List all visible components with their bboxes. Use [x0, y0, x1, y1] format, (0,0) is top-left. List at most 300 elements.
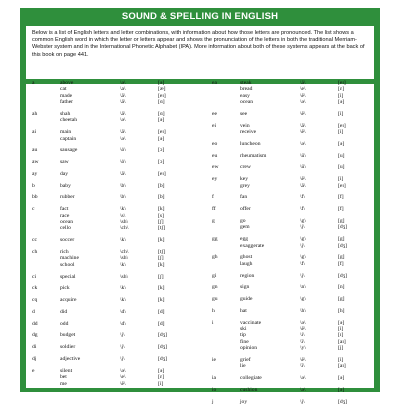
spelling-letters: gu [212, 296, 218, 303]
example-line [240, 261, 382, 267]
ipa-symbol: [g] [338, 296, 345, 303]
example-line [60, 237, 200, 243]
example-word: soldier [60, 344, 76, 351]
merriam-webster-symbol: \ü\ [300, 152, 306, 159]
example-word: bet [60, 374, 67, 381]
spelling-letters: e [32, 367, 35, 374]
example-word: fact [60, 206, 69, 213]
example-word: rheumatism [240, 152, 267, 159]
ipa-symbol: [dʒ] [158, 332, 168, 339]
spelling-letters: ci [32, 273, 37, 280]
ipa-symbol: [ʃ] [158, 218, 164, 225]
spelling-entry [32, 309, 200, 315]
spelling-entry [32, 159, 200, 165]
example-line [240, 164, 382, 170]
merriam-webster-symbol: \f\ [300, 206, 305, 213]
merriam-webster-symbol: \h\ [300, 307, 306, 314]
example-word: hat [240, 307, 247, 314]
example-word: day [60, 170, 69, 177]
spelling-entry [32, 285, 200, 291]
ipa-symbol: [g] [338, 254, 345, 261]
spelling-letters: io [212, 386, 217, 393]
example-line [240, 111, 382, 117]
spelling-entry [212, 273, 382, 279]
spelling-letters: j [212, 398, 214, 405]
ipa-symbol: [dʒ] [338, 224, 348, 231]
merriam-webster-symbol: \ē\ [300, 92, 306, 99]
ipa-symbol: [eɪ] [158, 129, 166, 136]
spelling-entry [32, 332, 200, 338]
example-line [240, 183, 382, 189]
ipa-symbol: [ə] [338, 319, 345, 326]
spelling-letters: ck [32, 285, 38, 292]
example-line [240, 243, 382, 249]
spelling-entry [212, 296, 382, 302]
ipa-symbol: [ɛ] [158, 374, 165, 381]
intro-paragraph: Below is a list of English letters and letter combinations, with information about how those letters are pronounced. The list shows a common English word in which the letter or letters appear and shows the pronunciation of the letters in both the traditional Merriam-Webster system and in the International Phonetic Alphabet (IPA). More information about both of these systems appears at the back of this book on page 441. [26, 26, 374, 79]
example-word: offer [240, 206, 251, 213]
example-word: receive [240, 129, 257, 136]
spelling-entry [212, 387, 382, 393]
example-line [60, 171, 200, 177]
spelling-letters: di [32, 344, 37, 351]
example-word: opinion [240, 345, 258, 352]
ipa-symbol: [i] [338, 356, 344, 363]
ipa-symbol: [tʃ] [158, 248, 166, 255]
merriam-webster-symbol: \j\ [120, 332, 125, 339]
example-word: adjective [60, 355, 81, 362]
ipa-symbol: [i] [338, 176, 344, 183]
example-line [240, 153, 382, 159]
spelling-entry [212, 111, 382, 117]
spelling-letters: eu [212, 152, 218, 159]
merriam-webster-symbol: \j\ [300, 242, 305, 249]
example-word: ocean [60, 218, 74, 225]
spelling-letters: ai [32, 129, 37, 136]
example-line [240, 129, 382, 135]
ipa-symbol: [f] [338, 194, 344, 201]
example-word: cheetah [60, 117, 78, 124]
merriam-webster-symbol: \d\ [120, 308, 126, 315]
spelling-letters: ah [32, 110, 38, 117]
spelling-entry [32, 147, 200, 153]
example-word: bread [240, 86, 253, 93]
example-line [240, 296, 382, 302]
example-word: gem [240, 224, 250, 231]
spelling-letters: aw [32, 159, 39, 166]
example-word: egg [240, 236, 249, 243]
ipa-symbol: [s] [158, 212, 164, 219]
merriam-webster-symbol: \ə\ [300, 319, 306, 326]
example-line [240, 194, 382, 200]
ipa-symbol: [ɔ] [158, 159, 165, 166]
example-word: cello [60, 225, 71, 232]
example-word: luncheon [240, 140, 261, 147]
merriam-webster-symbol: \a\ [120, 86, 126, 93]
ipa-symbol: [dʒ] [158, 344, 168, 351]
ipa-symbol: [ə] [338, 99, 345, 106]
merriam-webster-symbol: \j\ [120, 344, 125, 351]
example-word: father [60, 99, 74, 106]
spelling-letters: ch [32, 248, 38, 255]
merriam-webster-symbol: \y\ [300, 345, 306, 352]
spelling-entry [212, 254, 382, 267]
spelling-letters: f [212, 194, 214, 201]
merriam-webster-symbol: \j\ [300, 272, 305, 279]
merriam-webster-symbol: \ē\ [300, 129, 306, 136]
example-word: baby [60, 182, 71, 189]
example-line [240, 363, 382, 369]
merriam-webster-symbol: \n\ [300, 284, 306, 291]
spelling-letters: c [32, 206, 35, 213]
merriam-webster-symbol: \f\ [300, 260, 305, 267]
example-line [240, 206, 382, 212]
ipa-symbol: [eɪ] [158, 92, 166, 99]
ipa-symbol: [ə] [338, 375, 345, 382]
spelling-entry [32, 129, 200, 142]
merriam-webster-symbol: \g\ [300, 296, 306, 303]
spelling-entry [32, 297, 200, 303]
spelling-entry [212, 218, 382, 231]
spelling-letters: bb [32, 194, 38, 201]
example-word: soccer [60, 237, 75, 244]
example-word: easy [240, 92, 250, 99]
ipa-symbol: [ʃ] [158, 273, 164, 280]
ipa-symbol: [i] [338, 326, 344, 333]
ipa-symbol: [eɪ] [338, 80, 346, 86]
spelling-letters: ea [212, 80, 217, 86]
merriam-webster-symbol: \k\ [120, 261, 126, 268]
example-line [60, 356, 200, 362]
merriam-webster-symbol: \ē\ [300, 326, 306, 333]
ipa-symbol: [dʒ] [158, 355, 168, 362]
merriam-webster-symbol: \ə\ [300, 375, 306, 382]
example-word: rubber [60, 194, 75, 201]
spelling-entry [212, 164, 382, 170]
example-word: sausage [60, 147, 78, 154]
spelling-entry [212, 80, 382, 106]
merriam-webster-symbol: \ch\ [120, 225, 129, 232]
merriam-webster-symbol: \ch\ [120, 248, 129, 255]
spelling-letters: eo [212, 140, 218, 147]
merriam-webster-symbol: \ē\ [300, 356, 306, 363]
left-column [32, 80, 200, 392]
example-word: go [240, 217, 246, 224]
spelling-entry [212, 357, 382, 370]
merriam-webster-symbol: \e\ [120, 374, 126, 381]
spelling-letters: b [32, 182, 35, 189]
ipa-symbol: [k] [158, 206, 165, 213]
ipa-symbol: [dʒ] [338, 398, 348, 405]
spelling-letters: ia [212, 375, 217, 382]
merriam-webster-symbol: \ā\ [120, 129, 126, 136]
example-word: made [60, 92, 73, 99]
example-word: region [240, 272, 255, 279]
example-line [60, 183, 200, 189]
merriam-webster-symbol: \e\ [300, 86, 306, 93]
ipa-symbol: [k] [158, 285, 165, 292]
ipa-symbol: [ɑ] [158, 99, 165, 106]
spelling-entry [32, 111, 200, 124]
spelling-entry [212, 284, 382, 290]
ipa-symbol: [ɛ] [338, 86, 345, 93]
merriam-webster-symbol: \ə\ [120, 135, 126, 142]
spelling-letters: au [32, 147, 38, 154]
ipa-symbol: [ə] [158, 117, 165, 124]
example-line [60, 344, 200, 350]
merriam-webster-symbol: \ā\ [300, 122, 306, 129]
example-word: tip [240, 332, 246, 339]
ipa-symbol: [dʒ] [338, 272, 348, 279]
spelling-entry [32, 344, 200, 350]
merriam-webster-symbol: \ə\ [120, 80, 126, 86]
example-word: laugh [240, 260, 253, 267]
ipa-symbol: [g] [338, 217, 345, 224]
spelling-letters: a [32, 80, 35, 86]
right-column [212, 80, 382, 410]
merriam-webster-symbol: \j\ [120, 355, 125, 362]
spelling-entry [212, 194, 382, 200]
spelling-entry [212, 375, 382, 381]
merriam-webster-symbol: \sh\ [120, 273, 129, 280]
merriam-webster-symbol: \j\ [300, 398, 305, 405]
ipa-symbol: [f] [338, 206, 344, 213]
example-word: main [60, 129, 72, 136]
example-word: ski [240, 326, 247, 333]
merriam-webster-symbol: \ȯ\ [120, 147, 126, 154]
ipa-symbol: [u] [338, 164, 345, 171]
example-line [60, 381, 200, 387]
ipa-symbol: [b] [158, 182, 165, 189]
ipa-symbol: [eɪ] [158, 170, 166, 177]
merriam-webster-symbol: \sh\ [120, 255, 129, 262]
example-line [60, 99, 200, 105]
merriam-webster-symbol: \b\ [120, 194, 126, 201]
ipa-symbol: [b] [158, 194, 165, 201]
example-word: guide [240, 296, 253, 303]
spelling-entry [32, 274, 200, 280]
merriam-webster-symbol: \k\ [120, 237, 126, 244]
example-line [60, 117, 200, 123]
example-line [240, 141, 382, 147]
example-word: crew [240, 164, 251, 171]
example-line [60, 274, 200, 280]
spelling-entry [212, 123, 382, 136]
example-word: collegiate [240, 375, 262, 382]
example-word: cat [60, 86, 67, 93]
example-word: silent [60, 367, 73, 374]
example-line [60, 297, 200, 303]
ipa-symbol: [ʃ] [158, 255, 164, 262]
spelling-letters: ey [212, 176, 218, 183]
spelling-entry [212, 206, 382, 212]
ipa-symbol: [k] [158, 297, 165, 304]
merriam-webster-symbol: \ə\ [300, 386, 306, 393]
spelling-letters: ff [212, 206, 216, 213]
example-word: cushion [240, 386, 258, 393]
example-word: me [60, 380, 67, 387]
example-line [60, 262, 200, 268]
merriam-webster-symbol: \i\ [300, 332, 305, 339]
page-title: SOUND & SPELLING IN ENGLISH [121, 11, 279, 22]
ipa-symbol: [g] [338, 236, 345, 243]
example-word: odd [60, 320, 69, 327]
example-word: school [60, 261, 75, 268]
example-word: steak [240, 80, 252, 86]
example-word: fan [240, 194, 248, 201]
spelling-letters: ee [212, 110, 217, 117]
spelling-letters: ew [212, 164, 219, 171]
ipa-symbol: [h] [338, 307, 345, 314]
merriam-webster-symbol: \ā\ [300, 80, 306, 86]
example-line [240, 308, 382, 314]
ipa-symbol: [i] [338, 129, 344, 136]
merriam-webster-symbol: \j\ [300, 224, 305, 231]
example-line [60, 285, 200, 291]
merriam-webster-symbol: \g\ [300, 254, 306, 261]
merriam-webster-symbol: \ə\ [300, 140, 306, 147]
spelling-entry [212, 320, 382, 352]
ipa-symbol: [i] [158, 380, 164, 387]
merriam-webster-symbol: \ə\ [120, 367, 126, 374]
example-word: sign [240, 284, 250, 291]
example-line [60, 136, 200, 142]
spelling-entry [32, 194, 200, 200]
merriam-webster-symbol: \ī\ [300, 363, 305, 370]
spelling-entry [32, 80, 200, 106]
example-line [240, 99, 382, 105]
merriam-webster-symbol: \s\ [120, 212, 126, 219]
ipa-symbol: [aɪ] [338, 363, 346, 370]
example-word: fine [240, 338, 249, 345]
ipa-symbol: [k] [158, 261, 165, 268]
example-line [240, 224, 382, 230]
spelling-letters: i [212, 319, 214, 326]
example-word: rich [60, 248, 69, 255]
spelling-entry [32, 368, 200, 387]
example-word: above [60, 80, 74, 86]
merriam-webster-symbol: \b\ [120, 182, 126, 189]
example-line [240, 375, 382, 381]
ipa-symbol: [n] [338, 284, 345, 291]
example-line [240, 387, 382, 393]
example-word: budget [60, 332, 76, 339]
merriam-webster-symbol: \ē\ [120, 380, 126, 387]
ipa-symbol: [j] [338, 345, 344, 352]
merriam-webster-symbol: \ȯ\ [120, 159, 126, 166]
spelling-entry [212, 141, 382, 147]
example-word: race [60, 212, 70, 219]
merriam-webster-symbol: \ā\ [300, 182, 306, 189]
example-word: joy [240, 398, 248, 405]
spelling-letters: ei [212, 122, 217, 129]
ipa-symbol: [ə] [158, 80, 165, 86]
spelling-letters: gn [212, 284, 218, 291]
example-line [240, 345, 382, 351]
spelling-letters: h [212, 307, 215, 314]
example-word: vein [240, 122, 250, 129]
spelling-letters: gh [212, 254, 218, 261]
merriam-webster-symbol: \k\ [120, 285, 126, 292]
ipa-symbol: [aɪ] [338, 338, 346, 345]
merriam-webster-symbol: \ī\ [300, 338, 305, 345]
example-line [240, 273, 382, 279]
example-line [60, 159, 200, 165]
merriam-webster-symbol: \d\ [120, 320, 126, 327]
example-word: pick [60, 285, 70, 292]
spelling-letters: g [212, 217, 215, 224]
ipa-symbol: [d] [158, 320, 165, 327]
ipa-symbol: [æ] [158, 86, 166, 93]
merriam-webster-symbol: \ā\ [120, 92, 126, 99]
example-word: captain [60, 135, 77, 142]
example-word: special [60, 273, 76, 280]
ipa-symbol: [ə] [338, 140, 345, 147]
spelling-entry [32, 183, 200, 189]
spelling-letters: gi [212, 272, 217, 279]
ipa-symbol: [tʃ] [158, 225, 166, 232]
merriam-webster-symbol: \ä\ [120, 110, 126, 117]
merriam-webster-symbol: \ə\ [300, 99, 306, 106]
example-word: ocean [240, 99, 254, 106]
example-line [240, 284, 382, 290]
example-line [60, 194, 200, 200]
spelling-letters: cc [32, 237, 37, 244]
spelling-entry [212, 236, 382, 249]
example-word: did [60, 308, 68, 315]
spelling-letters: cq [32, 297, 38, 304]
ipa-symbol: [ə] [338, 386, 345, 393]
ipa-symbol: [i] [338, 110, 344, 117]
merriam-webster-symbol: \ē\ [300, 176, 306, 183]
ipa-symbol: [f] [338, 260, 344, 267]
merriam-webster-symbol: \k\ [120, 206, 126, 213]
spelling-letters: gg [212, 236, 218, 243]
spelling-entry [32, 356, 200, 362]
ipa-symbol: [u] [338, 152, 345, 159]
spelling-letters: dj [32, 355, 37, 362]
merriam-webster-symbol: \k\ [120, 297, 126, 304]
spelling-letters: ay [32, 170, 38, 177]
example-line [60, 321, 200, 327]
ipa-symbol: [dʒ] [338, 242, 348, 249]
spelling-entry [32, 249, 200, 268]
merriam-webster-symbol: \ü\ [300, 164, 306, 171]
spelling-entry [32, 206, 200, 232]
example-word: ghost [240, 254, 253, 261]
example-line [60, 309, 200, 315]
ipa-symbol: [i] [338, 92, 344, 99]
merriam-webster-symbol: \ē\ [300, 110, 306, 117]
ipa-symbol: [d] [158, 308, 165, 315]
spelling-letters: dg [32, 332, 38, 339]
example-word: grey [240, 182, 250, 189]
ipa-symbol: [eɪ] [338, 182, 346, 189]
spelling-entry [212, 153, 382, 159]
example-word: lie [240, 363, 246, 370]
spelling-letters: dd [32, 320, 38, 327]
spelling-entry [212, 176, 382, 189]
spelling-entry [32, 171, 200, 177]
merriam-webster-symbol: \f\ [300, 194, 305, 201]
ipa-symbol: [ə] [158, 135, 165, 142]
example-word: vaccinate [240, 319, 262, 326]
example-line [60, 225, 200, 231]
ipa-symbol: [ə] [158, 367, 165, 374]
example-word: exaggerate [240, 242, 265, 249]
example-word: key [240, 176, 249, 183]
ipa-symbol: [ɑ] [158, 110, 165, 117]
